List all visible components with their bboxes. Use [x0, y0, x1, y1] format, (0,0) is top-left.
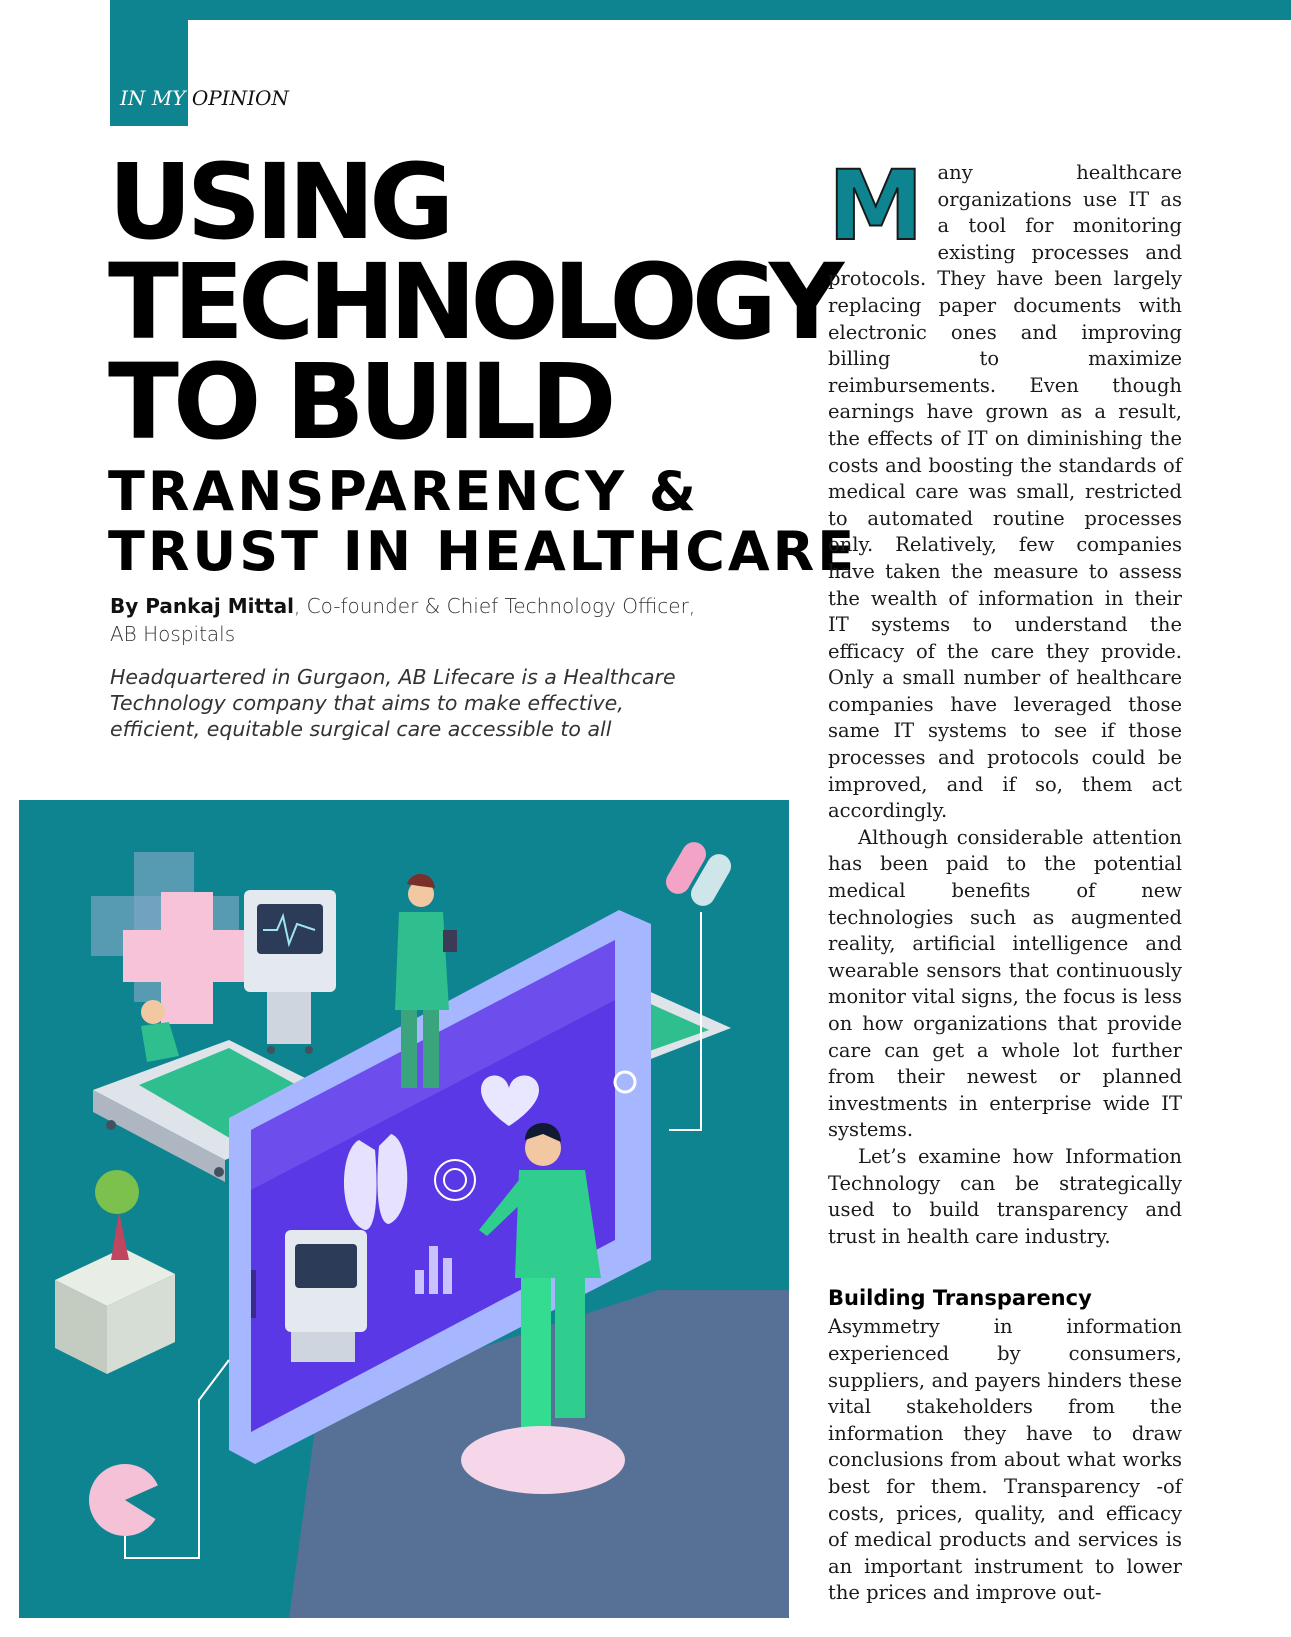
monitor-cart-icon — [244, 890, 336, 1054]
section-label-part2: OPINION — [191, 86, 289, 110]
gauge-icon — [89, 1464, 164, 1536]
healthcare-technology-illustration — [19, 800, 789, 1618]
headline-line-3: TO BUILD — [108, 341, 611, 463]
plant-nightstand-icon — [55, 1170, 175, 1374]
article-paragraph-3: Let’s examine how Information Technology can be strategically used to build transparency and trust in health care industry. — [828, 1144, 1182, 1248]
byline-org: AB Hospitals — [110, 622, 236, 646]
section-tab — [110, 20, 188, 126]
medical-cross-icon — [91, 852, 253, 1024]
screen-monitor-icon — [285, 1230, 367, 1362]
section-label-part1: IN MY — [120, 86, 186, 110]
standfirst: Headquartered in Gurgaon, AB Lifecare is a Healthcare Technology company that aims to make effective, efficient, equitable surgical care accessible to all — [110, 665, 676, 741]
headline-line-1: USING — [108, 141, 449, 263]
article-body — [828, 150, 1182, 1607]
article-paragraph-1: any healthcare organizations use IT as a tool for monitoring existing processes and protocols. They have been largely replacing paper documents with electronic ones and improving billing to maximize reimbursements. Even though earnings have grown as a result, the effects of IT on diminishing the costs and boosting the standards of medical care was small, restricted to automated routine processes only. Relatively, few companies have taken the measure to assess the wealth of information in their IT systems to understand the efficacy of the care they provide. Only a small number of healthcare companies have leveraged those same IT systems to see if those processes and protocols could be improved, and if so, them act accordingly. — [828, 161, 1182, 823]
article-paragraph-2: Although considerable attention has been paid to the potential medical benefits of new technologies such as augmented reality, artificial intelligence and wearable sensors that continuously monitor vital signs, the focus is less on how organizations that provide care can get a whole lot further from their newest or planned investments in enterprise wide IT systems. — [828, 825, 1182, 1142]
byline — [110, 592, 710, 648]
article-paragraph-4: Asymmetry in information experienced by consumers, suppliers, and payers hinders these vital stakeholders from the information they have to draw conclusions from about what works best for them. Transparency -of costs, prices, quality, and efficacy of medical products and services is an important instrument to lower the prices and improve out- — [828, 1315, 1182, 1605]
headline — [108, 141, 858, 583]
headline-line-5: TRUST IN HEALTHCARE — [108, 520, 858, 583]
section-label — [120, 86, 289, 110]
headline-line-2: TECHNOLOGY — [108, 241, 839, 363]
headline-line-4: TRANSPARENCY & — [108, 460, 699, 523]
byline-role: , Co-founder & Chief Technology Officer, — [293, 594, 696, 618]
subheading-building-transparency: Building Transparency — [828, 1286, 1092, 1311]
drop-cap: M — [828, 150, 924, 262]
header-bar — [110, 0, 1291, 20]
byline-author: By Pankaj Mittal — [110, 594, 294, 618]
capsule-icon — [662, 838, 736, 910]
